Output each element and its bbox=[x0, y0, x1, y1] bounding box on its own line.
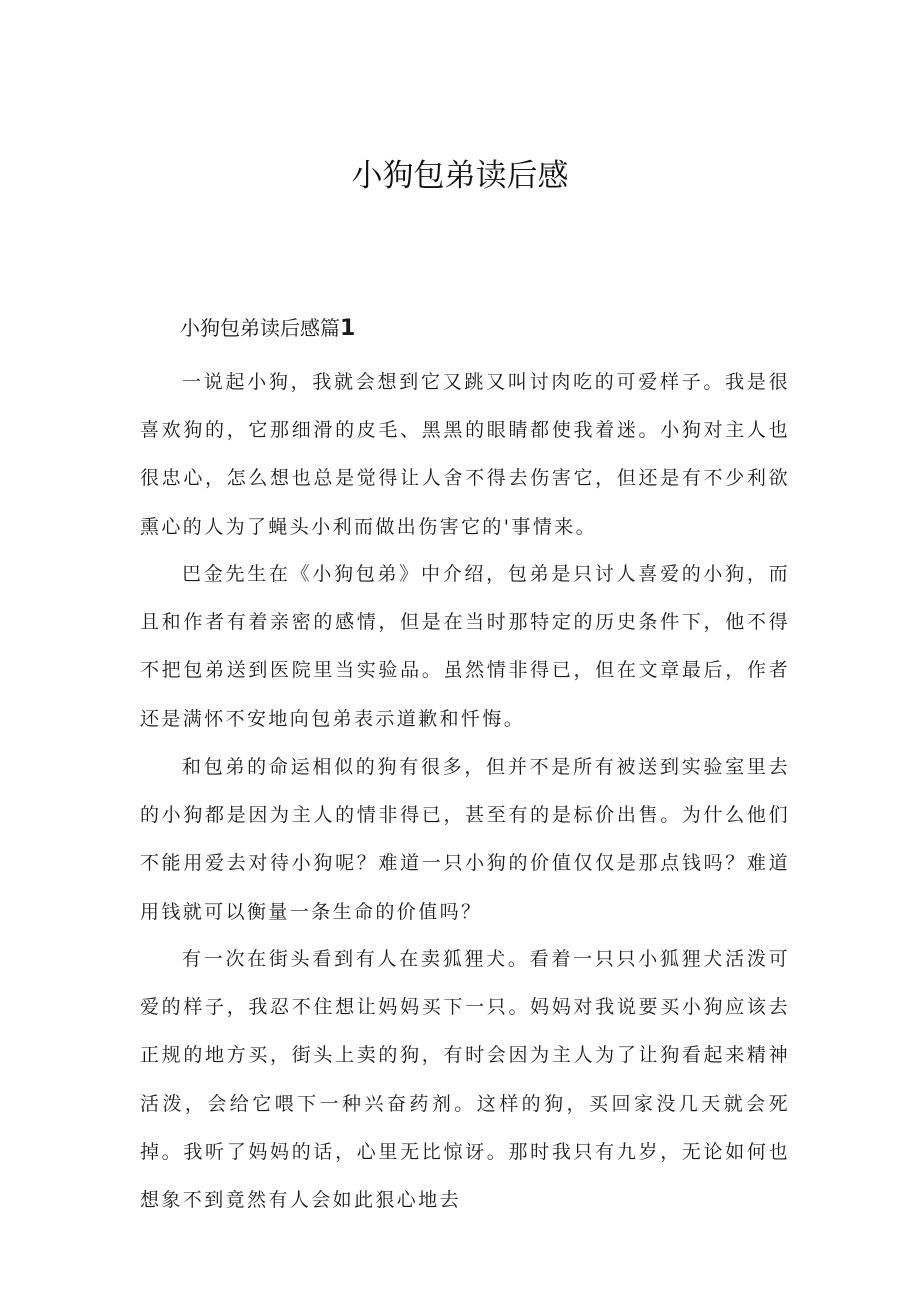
paragraph-4: 有一次在街头看到有人在卖狐狸犬。看着一只只小狐狸犬活泼可爱的样子，我忍不住想让妈妈买下一只。妈妈对我说要买小狗应该去正规的地方买，街头上卖的狗，有时会因为主人为了让狗看起来精神活泼，会给它喂下一种兴奋药剂。这样的狗，买回家没几天就会死掉。我听了妈妈的话，心里无比惊讶。那时我只有九岁，无论如何也想象不到竟然有人会如此狠心地去 bbox=[140, 948, 790, 1212]
document-title: 小狗包弟读后感 bbox=[351, 158, 569, 194]
paragraph-2: 巴金先生在《小狗包弟》中介绍，包弟是只讨人喜爱的小狗，而且和作者有着亲密的感情，但是在当时那特定的历史条件下，他不得不把包弟送到医院里当实验品。虽然情非得已，但在文章最后，作者还是满怀不安地向包弟表示道歉和忏悔。 bbox=[140, 563, 790, 730]
section-heading bbox=[180, 310, 355, 347]
paragraph-1: 一说起小狗，我就会想到它又跳又叫讨肉吃的可爱样子。我是很喜欢狗的，它那细滑的皮毛、黑黑的眼睛都使我着迷。小狗对主人也很忠心，怎么想也总是觉得让人舍不得去伤害它，但还是有不少利欲熏心的人为了蝇头小利而做出伤害它的'事情来。 bbox=[140, 371, 790, 538]
section-heading-number: 1 bbox=[340, 316, 356, 341]
section-heading-text: 小狗包弟读后感篇 bbox=[180, 316, 340, 340]
paragraph-3: 和包弟的命运相似的狗有很多，但并不是所有被送到实验室里去的小狗都是因为主人的情非得已，甚至有的是标价出售。为什么他们不能用爱去对待小狗呢？难道一只小狗的价值仅仅是那点钱吗？难道用钱就可以衡量一条生命的价值吗？ bbox=[140, 756, 790, 923]
